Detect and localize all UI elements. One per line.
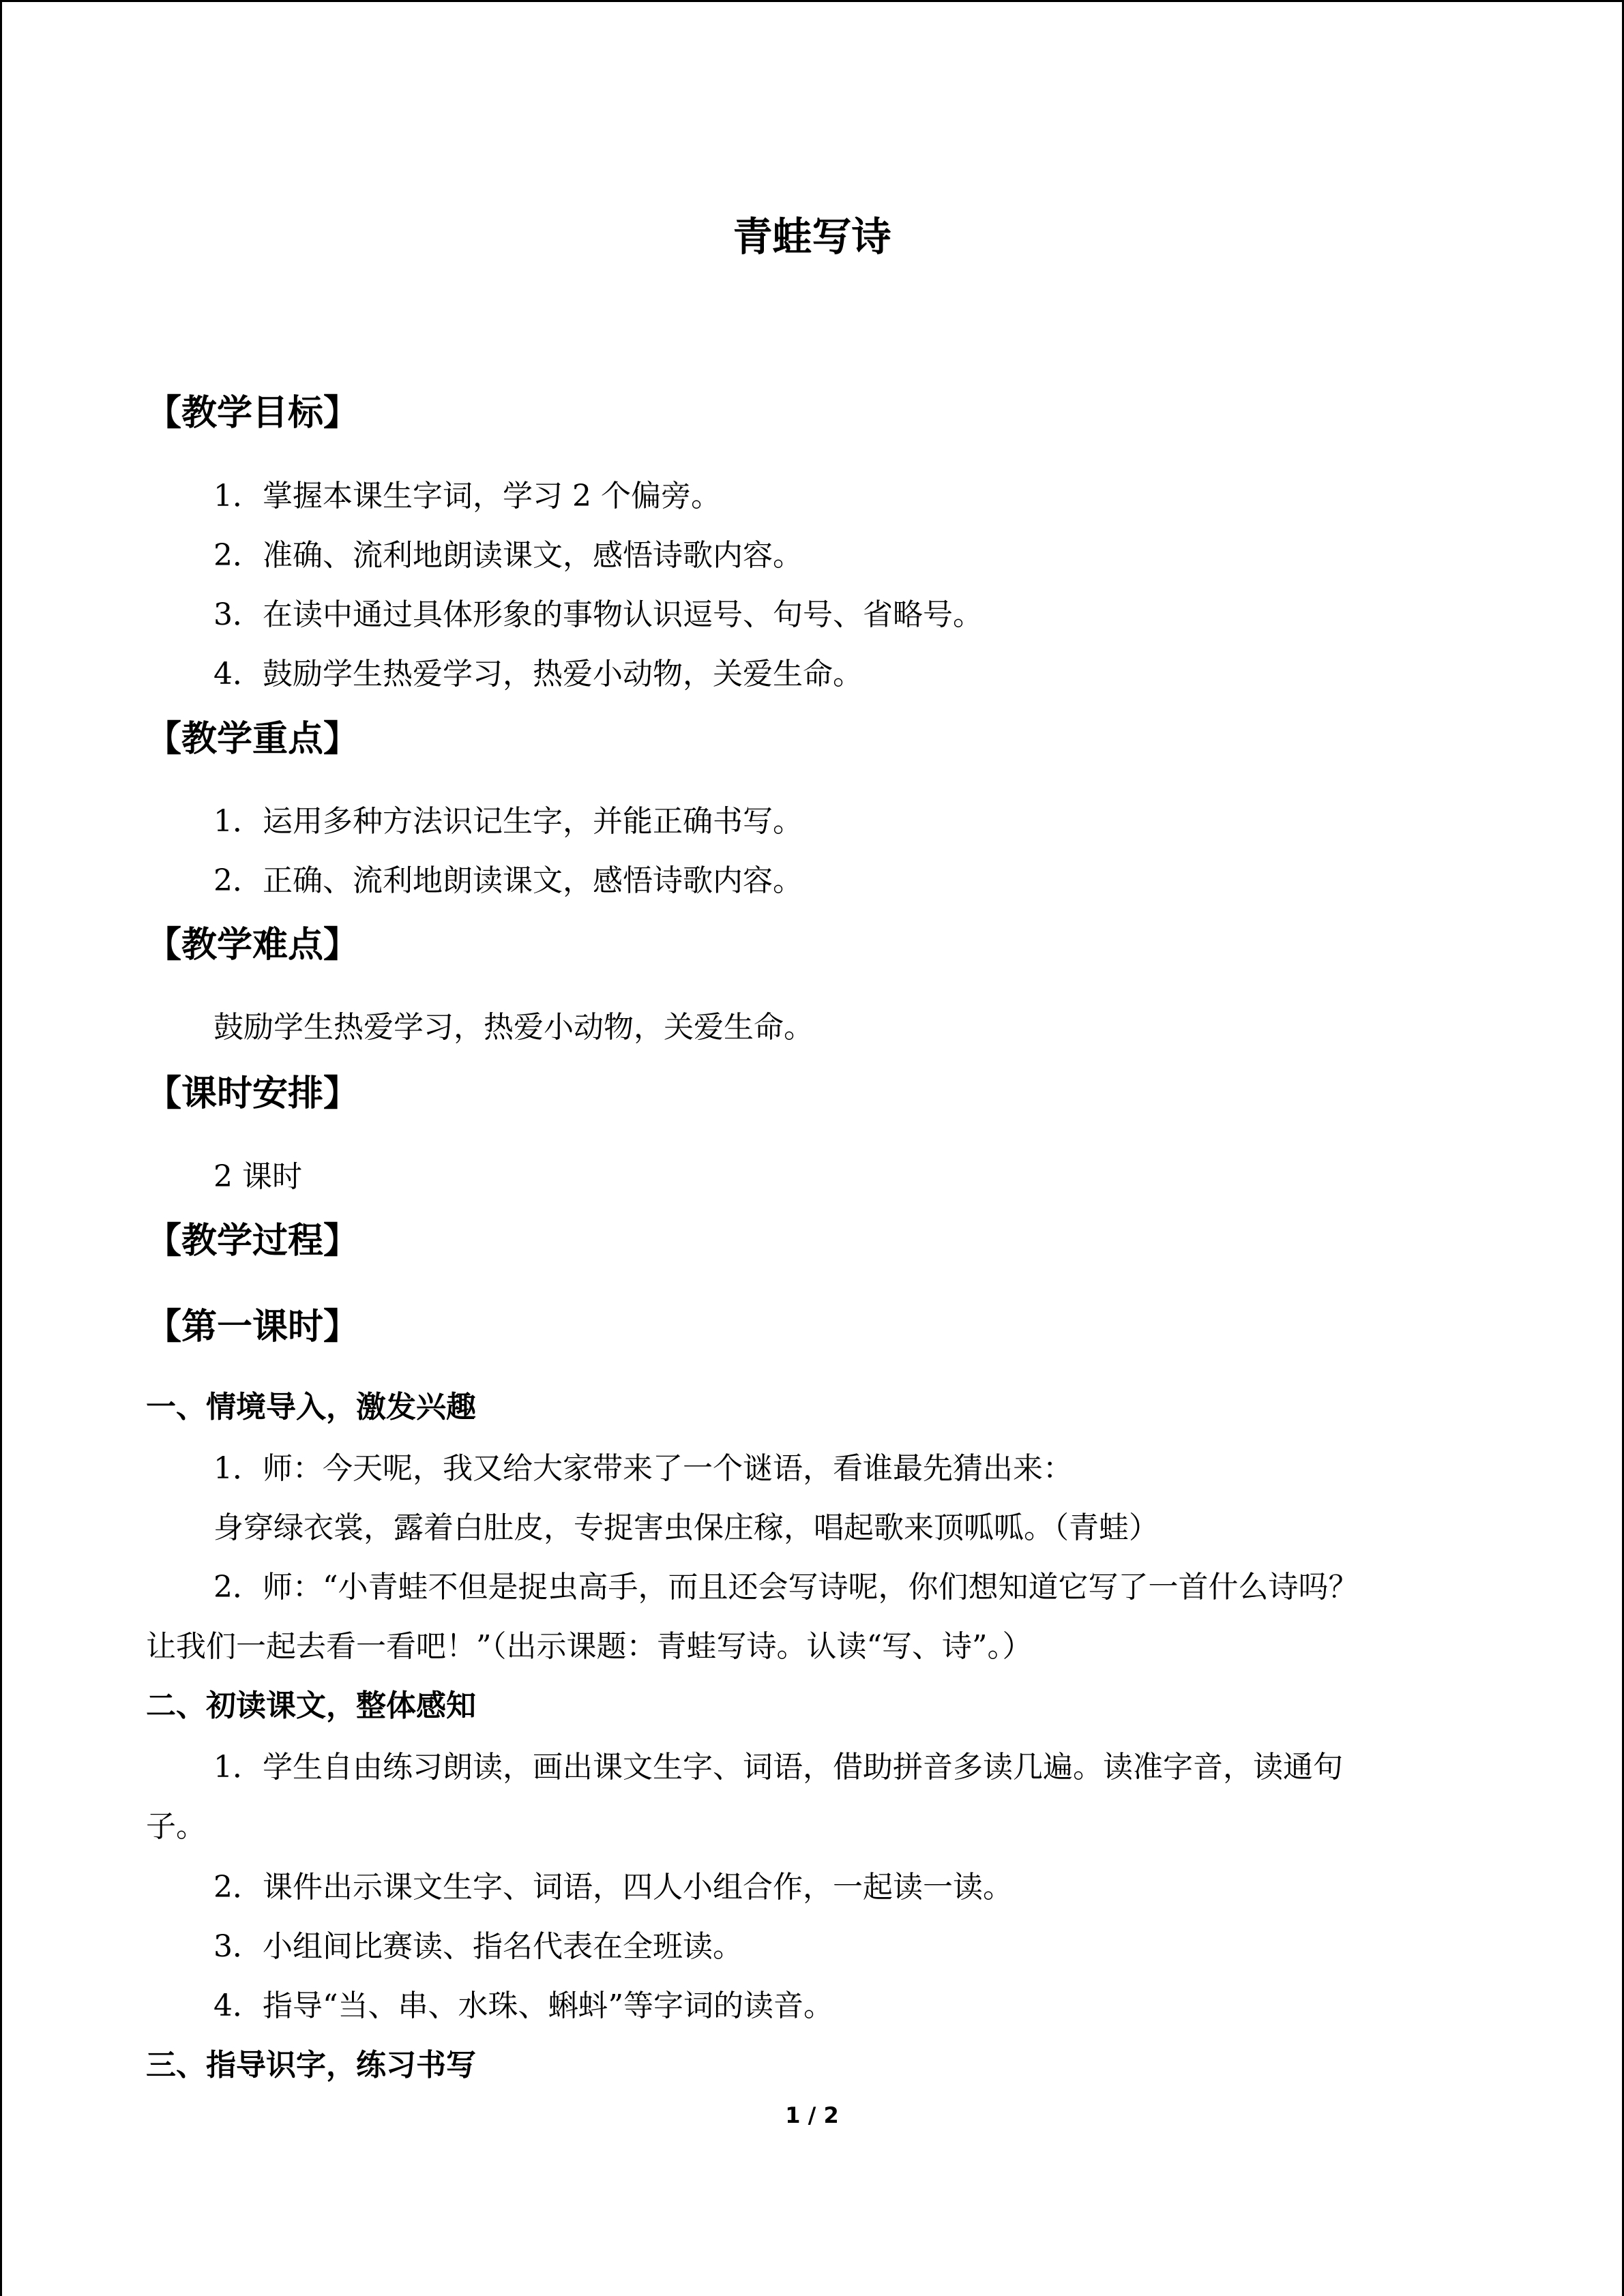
part-2-line-1-continued: 子。: [146, 1809, 206, 1844]
part-1-line-1: 1．师：今天呢，我又给大家带来了一个谜语，看谁最先猜出来：: [213, 1451, 1073, 1486]
part-1-title: 一、情境导入，激发兴趣: [146, 1390, 476, 1425]
part-3-title: 三、指导识字，练习书写: [146, 2048, 476, 2083]
part-2-line-2: 2．课件出示课文生字、词语，四人小组合作，一起读一读。: [213, 1870, 1013, 1905]
heading-objectives: 【教学目标】: [146, 393, 359, 434]
page-border-top: [0, 0, 1624, 2]
part-2-line-4: 4．指导“当、串、水珠、蝌蚪”等字词的读音。: [213, 1988, 833, 2023]
page-number: 1 / 2: [785, 2102, 839, 2128]
part-1-line-3: 2．师：“小青蛙不但是捉虫高手，而且还会写诗呢，你们想知道它写了一首什么诗吗？: [213, 1570, 1359, 1605]
part-1-line-3-continued: 让我们一起去看一看吧！”（出示课题：青蛙写诗。认读“写、诗”。）: [146, 1629, 1033, 1664]
objective-item-4: 4．鼓励学生热爱学习，热爱小动物，关爱生命。: [213, 657, 863, 691]
heading-lesson-1: 【第一课时】: [146, 1307, 359, 1347]
part-2-line-1: 1．学生自由练习朗读，画出课文生字、词语，借助拼音多读几遍。读准字音，读通句: [213, 1750, 1343, 1785]
heading-process: 【教学过程】: [146, 1221, 359, 1262]
page-border-left: [0, 0, 2, 2296]
key-point-item-2: 2．正确、流利地朗读课文，感悟诗歌内容。: [213, 863, 803, 898]
heading-key-points: 【教学重点】: [146, 719, 359, 760]
heading-difficulties: 【教学难点】: [146, 925, 359, 966]
heading-schedule: 【课时安排】: [146, 1073, 359, 1114]
objective-item-2: 2．准确、流利地朗读课文，感悟诗歌内容。: [213, 538, 803, 573]
schedule-text: 2 课时: [213, 1159, 302, 1194]
part-1-line-2: 身穿绿衣裳，露着白肚皮，专捉害虫保庄稼，唱起歌来顶呱呱。（青蛙）: [213, 1510, 1159, 1545]
key-point-item-1: 1．运用多种方法识记生字，并能正确书写。: [213, 804, 803, 839]
difficulties-text: 鼓励学生热爱学习，热爱小动物，关爱生命。: [213, 1010, 814, 1045]
document-title: 青蛙写诗: [733, 213, 891, 260]
objective-item-3: 3．在读中通过具体形象的事物认识逗号、句号、省略号。: [213, 597, 983, 632]
objective-item-1: 1．掌握本课生字词，学习 2 个偏旁。: [213, 479, 721, 513]
part-2-title: 二、初读课文，整体感知: [146, 1688, 476, 1723]
part-2-line-3: 3．小组间比赛读、指名代表在全班读。: [213, 1929, 743, 1964]
